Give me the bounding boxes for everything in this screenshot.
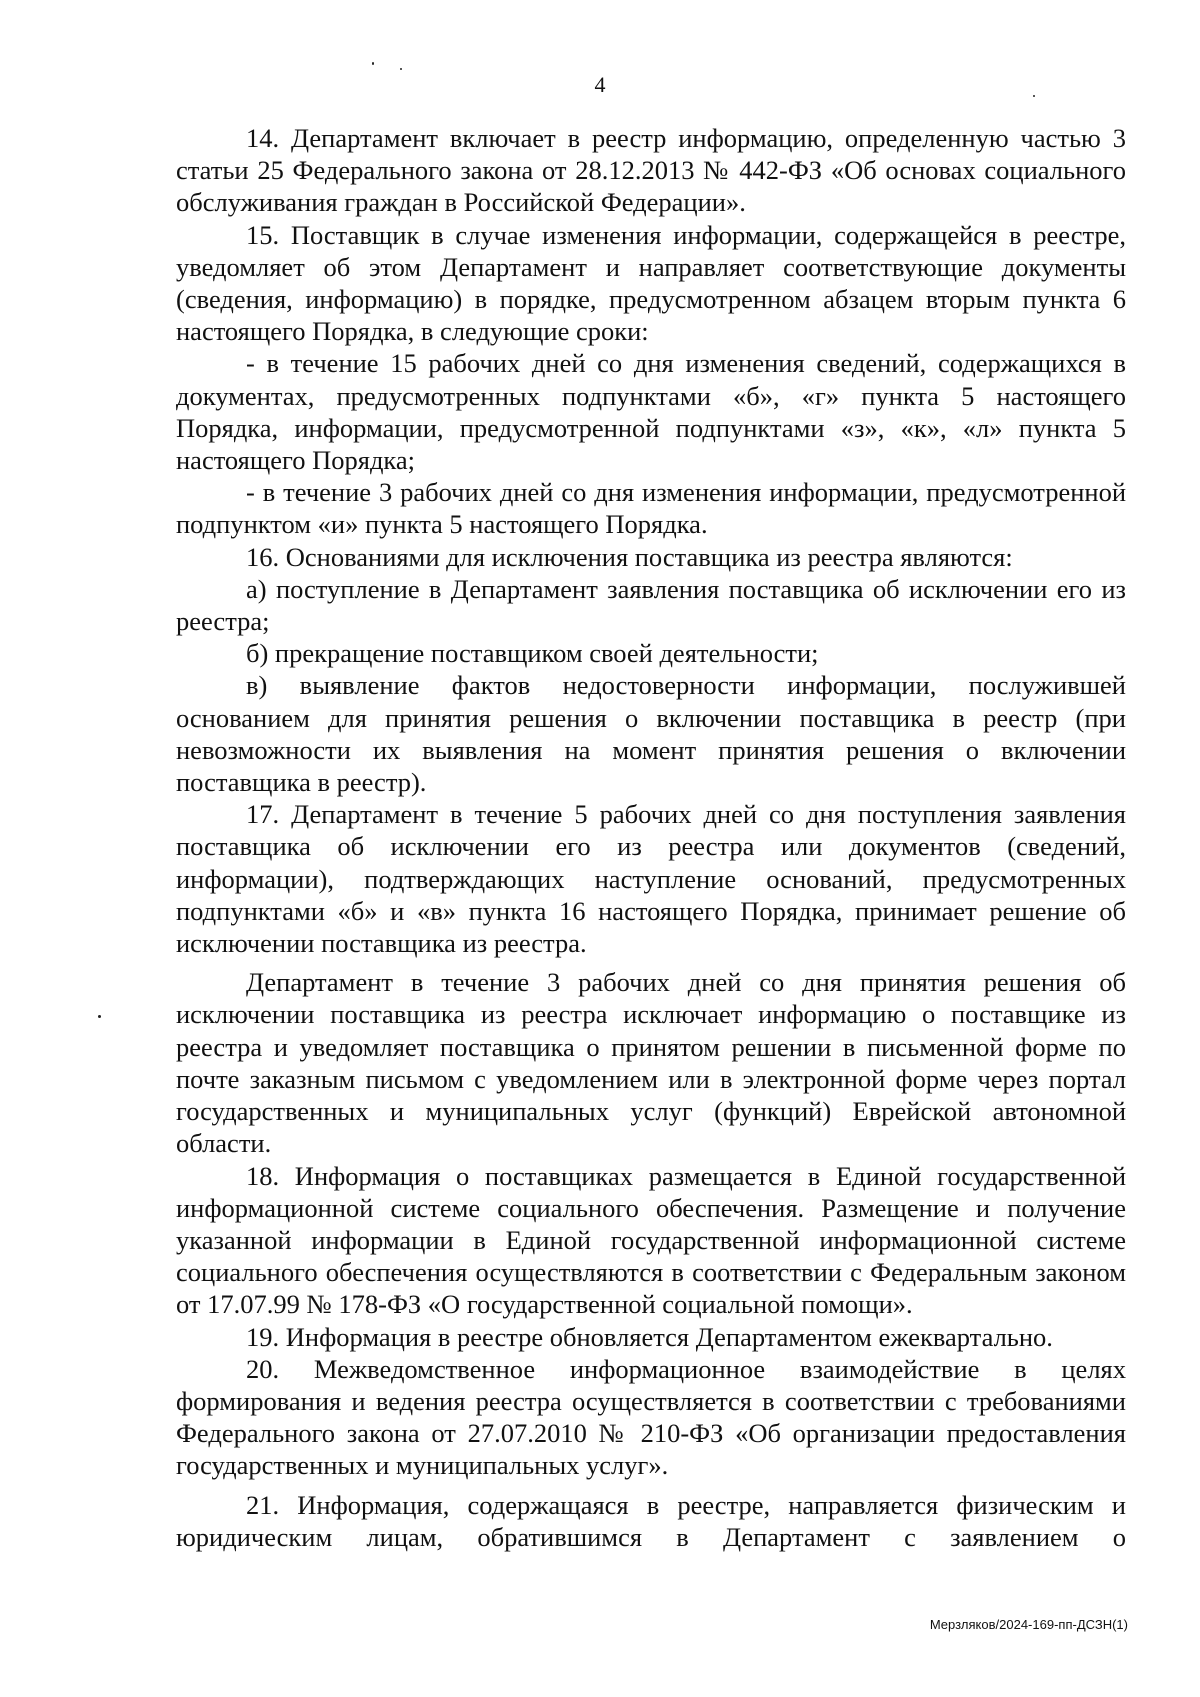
page-number: 4 (594, 72, 606, 97)
scan-speck (98, 1015, 101, 1018)
paragraph-15-item-2: - в течение 3 рабочих дней со дня изменения информации, предусмотренной подпунктом «и» пункта 5 настоящего Порядка. (176, 477, 1126, 540)
document-body (176, 122, 1126, 1553)
paragraph-16-item-b: б) прекращение поставщиком своей деятельности; (246, 638, 819, 669)
paragraph-20: 20. Межведомственное информационное взаимодействие в целях формирования и ведения реестра осуществляется в соответствии с требованиями Федерального закона от 27.07.2010 № 210-ФЗ «Об организации предоставления государственных и муниципальных услуг». (176, 1353, 1126, 1481)
paragraph-15-item-1: - в течение 15 рабочих дней со дня изменения сведений, содержащихся в документах, предусмотренных подпунктами «б», «г» пункта 5 настоящего Порядка, информации, предусмотренной подпунктами «з», «к», «л» пункта 5 настоящего Порядка; (176, 348, 1126, 476)
paragraph-21: 21. Информация, содержащаяся в реестре, направляется физическим и юридическим лицам, обратившимся в Департамент с заявлением о (176, 1489, 1126, 1552)
paragraph-16-item-c: в) выявление фактов недостоверности информации, послужившей основанием для принятия решения о включении поставщика в реестр (при невозможности их выявления на момент принятия решения о включении поставщика в реестр). (176, 670, 1126, 798)
paragraph-17-continuation: Департамент в течение 3 рабочих дней со дня принятия решения об исключении поставщика из реестра исключает информацию о поставщике из реестра и уведомляет поставщика о принятом решении в письменной форме по почте заказным письмом с уведомлением или в электронной форме через портал государственных и муниципальных услуг (функций) Еврейской автономной области. (176, 967, 1126, 1159)
paragraph-14: 14. Департамент включает в реестр информацию, определенную частью 3 статьи 25 Федерального закона от 28.12.2013 № 442-ФЗ «Об основах социального обслуживания граждан в Российской Федерации». (176, 123, 1126, 218)
scan-speck (372, 62, 374, 65)
paragraph-17: 17. Департамент в течение 5 рабочих дней со дня поступления заявления поставщика об исключении его из реестра или документов (сведений, информации), подтверждающих наступление оснований, предусмотренных подпунктами «б» и «в» пункта 16 настоящего Порядка, принимает решение об исключении поставщика из реестра. (176, 799, 1126, 959)
scan-speck (400, 68, 402, 70)
paragraph-18: 18. Информация о поставщиках размещается в Единой государственной информационной системе социального обеспечения. Размещение и получение указанной информации в Единой государственной информационной системе социального обеспечения осуществляются в соответствии с Федеральным законом от 17.07.99 № 178-ФЗ «О государственной социальной помощи». (176, 1160, 1126, 1320)
footer-document-code: Мерзляков/2024-169-пп-ДСЗН(1) (929, 1617, 1128, 1632)
paragraph-19: 19. Информация в реестре обновляется Департаментом ежеквартально. (246, 1321, 1053, 1352)
paragraph-16-item-a: а) поступление в Департамент заявления поставщика об исключении его из реестра; (176, 573, 1126, 637)
paragraph-16: 16. Основаниями для исключения поставщика из реестра являются: (246, 541, 1013, 572)
paragraph-15: 15. Поставщик в случае изменения информации, содержащейся в реестре, уведомляет об этом Департамент и направляет соответствующие документы (сведения, информацию) в порядке, предусмотренном абзацем вторым пункта 6 настоящего Порядка, в следующие сроки: (176, 219, 1126, 347)
